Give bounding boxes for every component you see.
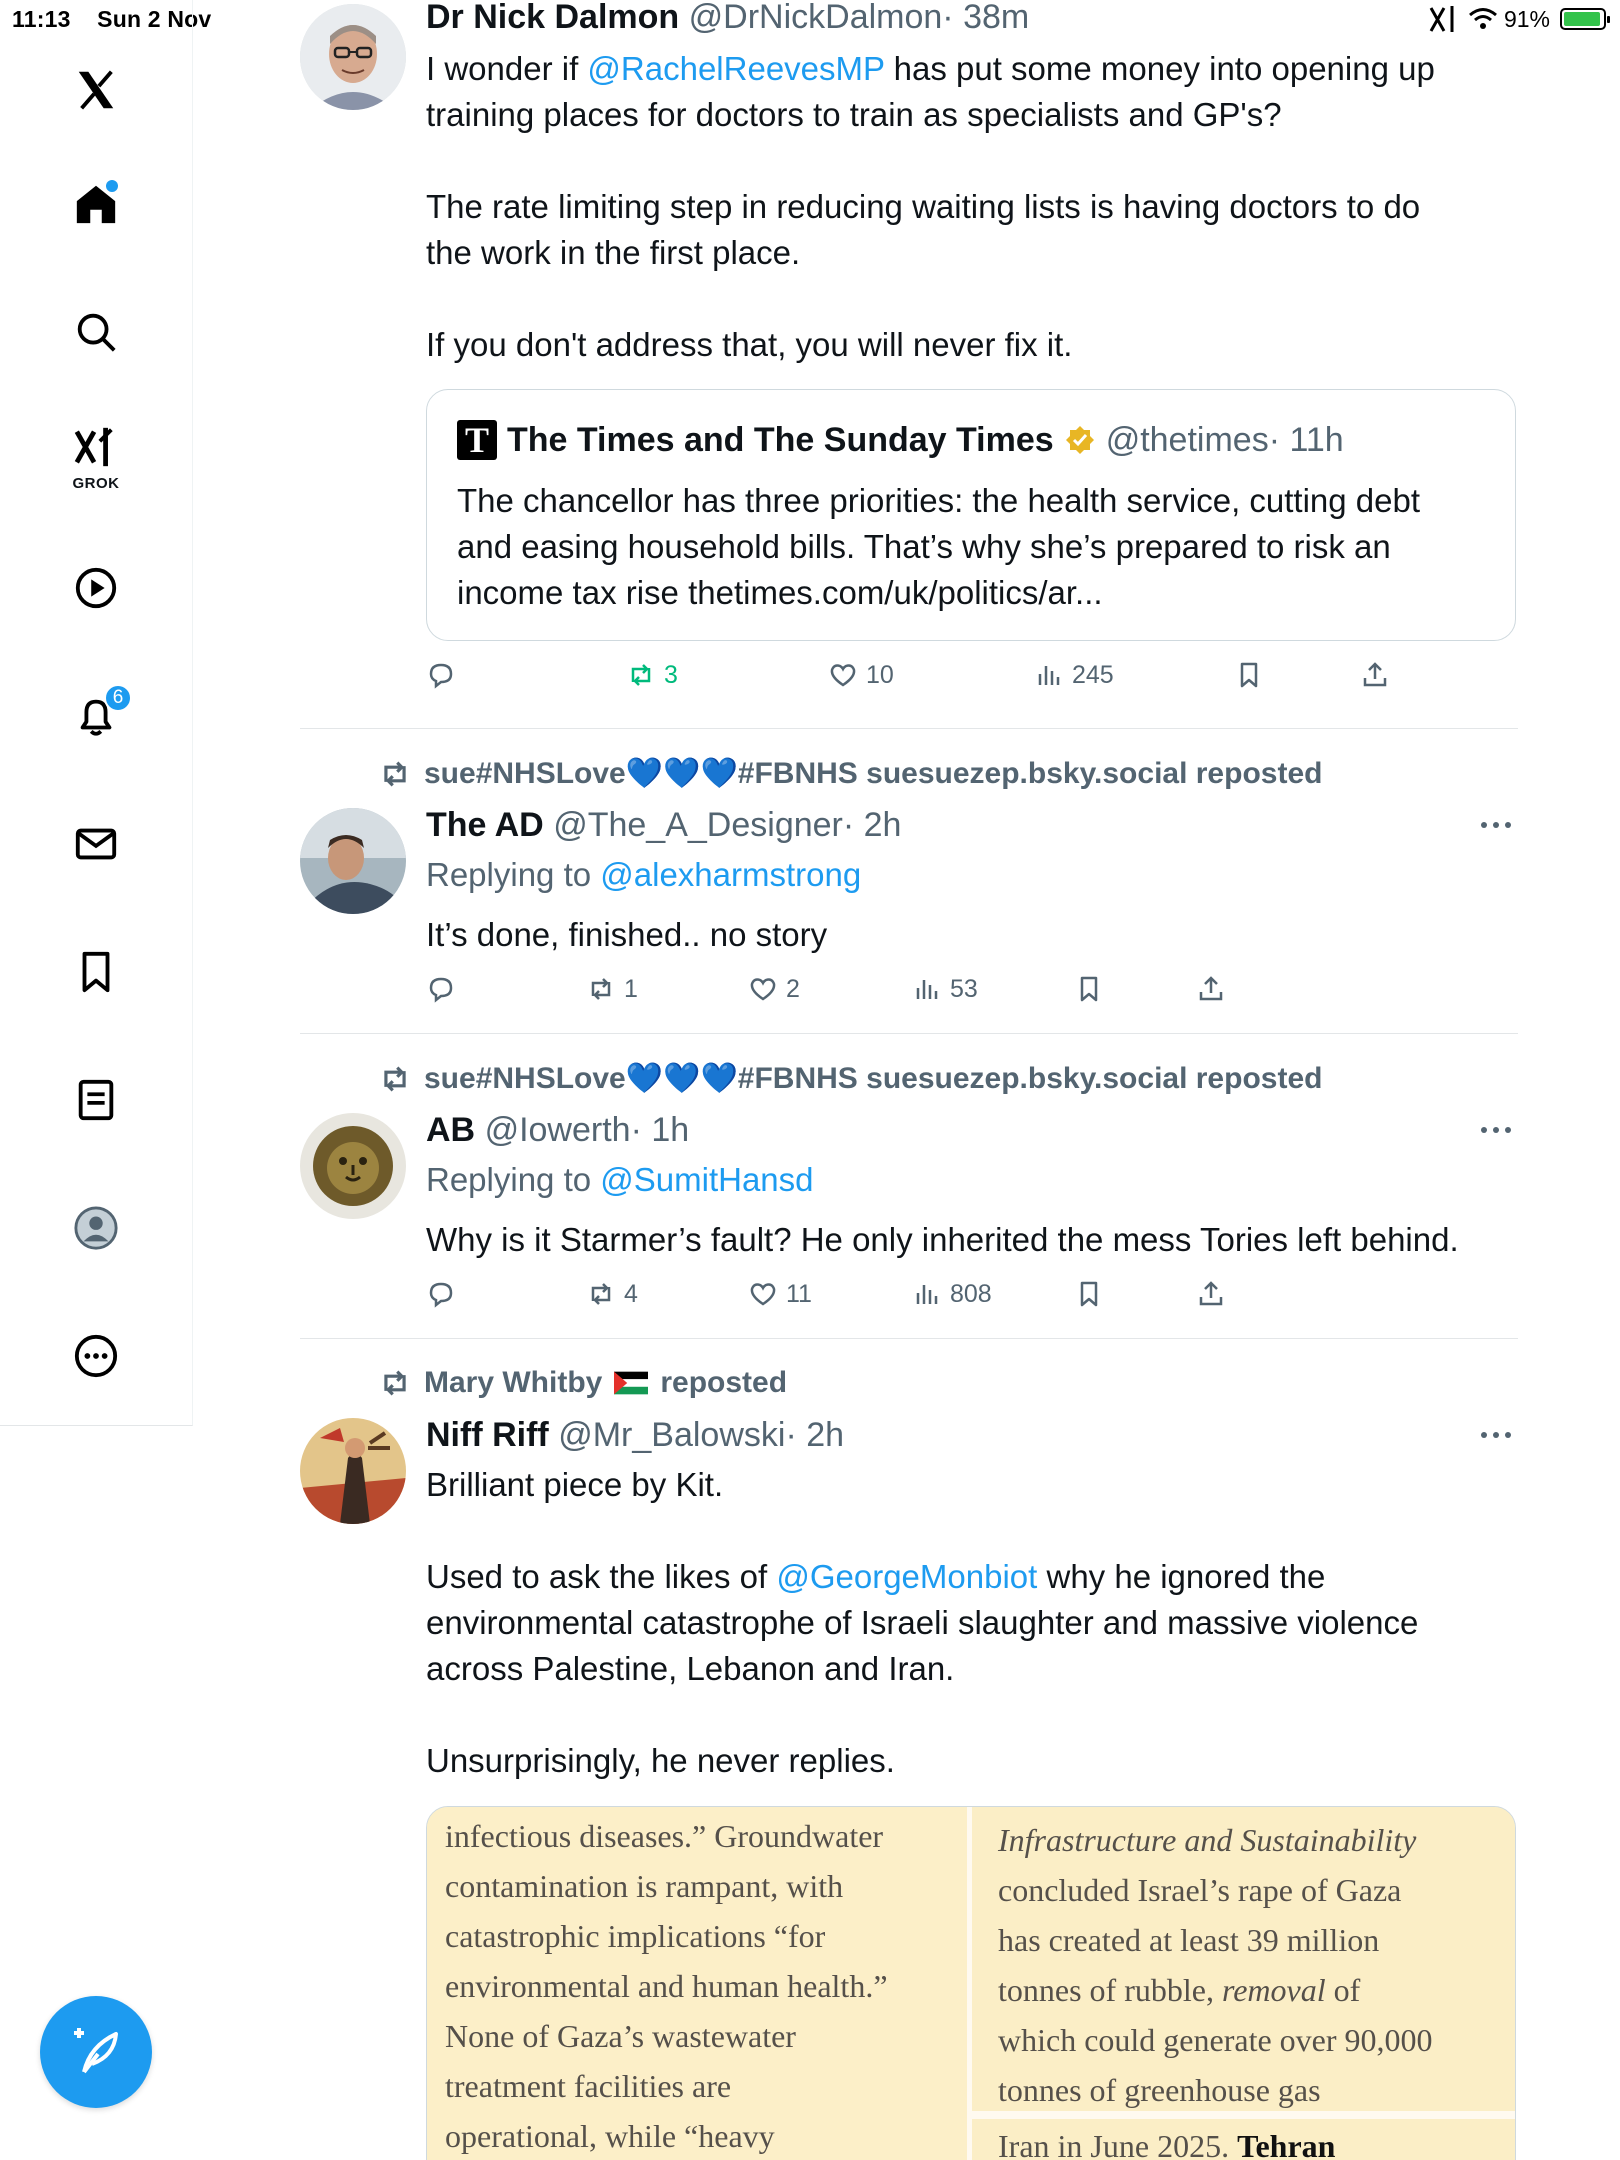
repost-icon — [378, 1062, 412, 1096]
reposted-by-name: Mary Whitby — [424, 1366, 603, 1399]
like-button[interactable] — [828, 660, 894, 690]
share-icon — [1360, 660, 1390, 690]
sidebar-item-home[interactable] — [62, 170, 130, 238]
reply-button[interactable] — [426, 974, 464, 1004]
reposted-by-text: sue#NHSLove💙💙💙#FBNHS suesuezep.bsky.social reposted — [424, 1062, 1323, 1095]
post-text-blank-line — [426, 1508, 1516, 1554]
quoted-text-line: income tax rise thetimes.com/uk/politics/ar... — [457, 574, 1103, 611]
excerpt-segment: tonnes of rubble, — [998, 1972, 1222, 2008]
excerpt-line: which could generate over 90,000 — [998, 2022, 1433, 2058]
share-button[interactable] — [1196, 974, 1226, 1004]
view-count: 808 — [950, 1279, 992, 1308]
more-circle-icon — [73, 1333, 119, 1379]
timestamp[interactable]: · 38m — [942, 0, 1030, 36]
repost-count: 3 — [664, 660, 678, 689]
post-header — [426, 806, 901, 845]
status-date: Sun 2 Nov — [97, 6, 212, 32]
display-name[interactable]: The AD — [426, 806, 544, 844]
the-times-logo: T — [457, 420, 497, 460]
bookmark-button[interactable] — [1234, 660, 1264, 690]
post-header — [426, 1111, 689, 1150]
article-excerpt-left — [427, 1807, 967, 2160]
excerpt-line: tonnes of greenhouse gas — [998, 2072, 1321, 2108]
status-bar-right — [1428, 4, 1606, 34]
quoted-post-text — [457, 478, 1497, 616]
reply-icon — [426, 1279, 456, 1309]
grok-icon — [73, 424, 119, 470]
repost-count: 1 — [624, 974, 638, 1003]
reply-icon — [426, 660, 456, 690]
sidebar-item-messages[interactable] — [62, 810, 130, 878]
avatar[interactable] — [300, 1113, 406, 1219]
quoted-timestamp: · 11h — [1268, 420, 1344, 459]
article-excerpt-right — [972, 1807, 1516, 2160]
display-name[interactable]: AB — [426, 1111, 476, 1149]
post-text-blank-line — [426, 1692, 1516, 1738]
mention-link[interactable]: @RachelReevesMP — [587, 50, 885, 87]
reposted-by-text: sue#NHSLove💙💙💙#FBNHS suesuezep.bsky.social reposted — [424, 757, 1323, 790]
bookmark-icon — [1234, 660, 1264, 690]
sidebar-item-video[interactable] — [62, 554, 130, 622]
post-text-blank-line — [426, 276, 1516, 322]
excerpt-italic: Infrastructure and Sustainability — [998, 1822, 1417, 1858]
display-name[interactable]: Niff Riff — [426, 1416, 549, 1454]
view-count: 245 — [1072, 660, 1114, 689]
timestamp[interactable]: · 1h — [630, 1111, 690, 1149]
excerpt-bold: Tehran — [1237, 2128, 1336, 2160]
x-logo[interactable] — [62, 56, 130, 124]
replying-to-label: Replying to — [426, 856, 601, 893]
post-text: It’s done, finished.. no story — [426, 916, 828, 953]
sidebar-item-profile[interactable] — [62, 1194, 130, 1262]
post-text-segment: has put some money into opening up — [884, 50, 1435, 87]
repost-icon — [378, 757, 412, 791]
handle[interactable]: @DrNickDalmon — [688, 0, 943, 36]
repost-icon — [378, 1366, 412, 1400]
repost-indicator[interactable] — [378, 1366, 787, 1400]
repost-button[interactable] — [586, 1279, 638, 1309]
post-text-line: The rate limiting step in reducing waiting lists is having doctors to do — [426, 188, 1421, 225]
search-icon — [73, 309, 119, 355]
mention-link[interactable]: @alexharmstrong — [600, 856, 862, 893]
post-divider — [300, 1338, 1518, 1339]
battery-percent: 91% — [1503, 5, 1550, 32]
post-header — [426, 0, 1029, 37]
sidebar-item-bookmarks[interactable] — [62, 938, 130, 1006]
excerpt-segment: of — [1325, 1972, 1361, 2008]
x-logo-icon — [73, 67, 119, 113]
post-text — [426, 46, 1516, 368]
reply-button[interactable] — [426, 660, 464, 690]
replying-to — [426, 856, 861, 894]
sidebar — [0, 0, 193, 1426]
bookmark-icon — [1074, 974, 1104, 1004]
compose-feather-icon — [70, 2026, 122, 2078]
post-header — [426, 1416, 844, 1455]
sidebar-item-more[interactable] — [62, 1322, 130, 1390]
heart-icon — [748, 974, 778, 1004]
more-options-icon[interactable] — [1480, 820, 1512, 830]
heart-icon — [748, 1279, 778, 1309]
reposted-label: reposted — [660, 1366, 788, 1399]
post-text-line: Unsurprisingly, he never replies. — [426, 1742, 895, 1779]
handle[interactable]: @Iowerth — [484, 1111, 631, 1149]
post-text-line: training places for doctors to train as specialists and GP's? — [426, 96, 1282, 133]
post-media-image[interactable] — [426, 1806, 1516, 2160]
post-text-segment: why he ignored the — [1037, 1558, 1326, 1595]
handle[interactable]: @The_A_Designer — [553, 806, 843, 844]
post-text — [426, 1462, 1516, 1784]
quoted-post[interactable] — [426, 389, 1516, 641]
repost-count: 4 — [624, 1279, 638, 1308]
sidebar-item-explore[interactable] — [62, 298, 130, 366]
post-text-segment: Used to ask the likes of — [426, 1558, 777, 1595]
verified-badge-icon — [1064, 424, 1096, 456]
avatar-photo-man-glasses — [300, 4, 406, 110]
avatar[interactable] — [300, 808, 406, 914]
compose-post-button[interactable] — [40, 1996, 152, 2108]
like-button[interactable] — [748, 1279, 812, 1309]
bookmark-button[interactable] — [1074, 974, 1104, 1004]
post-divider — [300, 1033, 1518, 1034]
quoted-text-line: The chancellor has three priorities: the health service, cutting debt — [457, 482, 1421, 519]
excerpt-line: environmental and human health.” — [445, 1968, 888, 2004]
post-actions — [426, 660, 1426, 700]
more-options-icon[interactable] — [1480, 1125, 1512, 1135]
bookmark-icon — [1074, 1279, 1104, 1309]
post-text: Why is it Starmer’s fault? He only inherited the mess Tories left behind. — [426, 1221, 1459, 1258]
views-chart-icon — [1034, 660, 1064, 690]
like-count: 10 — [866, 660, 894, 689]
views-button[interactable] — [1034, 660, 1114, 690]
reply-icon — [426, 974, 456, 1004]
reply-button[interactable] — [426, 1279, 464, 1309]
timestamp[interactable]: · 2h — [842, 806, 902, 844]
more-options-icon[interactable] — [1480, 1430, 1512, 1440]
palestine-flag-icon — [614, 1366, 648, 1400]
repost-icon — [586, 974, 616, 1004]
quoted-post-header — [457, 420, 1344, 460]
handle[interactable]: @Mr_Balowski — [558, 1416, 786, 1454]
mention-link[interactable]: @GeorgeMonbiot — [776, 1558, 1038, 1595]
post-text-blank-line — [426, 138, 1516, 184]
excerpt-line: treatment facilities are — [445, 2068, 732, 2104]
avatar[interactable] — [300, 4, 406, 110]
excerpt-segment: Iran in June 2025. — [998, 2128, 1238, 2160]
bookmark-button[interactable] — [1074, 1279, 1104, 1309]
avatar-lion-knocker — [300, 1113, 406, 1219]
post-text-line: environmental catastrophe of Israeli slaughter and massive violence — [426, 1604, 1419, 1641]
status-time: 11:13 — [12, 6, 71, 32]
share-button[interactable] — [1196, 1279, 1226, 1309]
excerpt-line: operational, while “heavy — [445, 2118, 775, 2154]
wifi-icon — [1468, 7, 1498, 31]
repost-button[interactable] — [586, 974, 638, 1004]
views-chart-icon — [912, 1279, 942, 1309]
excerpt-line: infectious diseases.” Groundwater — [445, 1818, 884, 1854]
share-button[interactable] — [1360, 660, 1390, 690]
views-chart-icon — [912, 974, 942, 1004]
like-count: 2 — [786, 974, 800, 1003]
views-button[interactable] — [912, 1279, 992, 1309]
sidebar-item-grok[interactable] — [62, 420, 130, 492]
xai-icon — [1428, 4, 1462, 34]
avatar[interactable] — [300, 1418, 406, 1524]
excerpt-line: concluded Israel’s rape of Gaza — [998, 1872, 1402, 1908]
post-text-line: the work in the first place. — [426, 234, 801, 271]
repost-indicator[interactable] — [378, 1061, 1322, 1096]
avatar-propaganda-poster — [300, 1418, 406, 1524]
excerpt-line: has created at least 39 million — [998, 1922, 1380, 1958]
quoted-display-name: The Times and The Sunday Times — [507, 420, 1054, 459]
post-actions — [426, 974, 1426, 1014]
excerpt-line: None of Gaza’s wastewater — [445, 2018, 796, 2054]
repost-icon — [586, 1279, 616, 1309]
share-icon — [1196, 1279, 1226, 1309]
repost-icon — [626, 660, 656, 690]
repost-button[interactable] — [626, 660, 678, 690]
list-icon — [73, 1077, 119, 1123]
battery-icon — [1560, 8, 1606, 30]
replying-to-label: Replying to — [426, 1161, 601, 1198]
quoted-text-line: and easing household bills. That’s why she’s prepared to risk an — [457, 528, 1391, 565]
profile-avatar-icon — [73, 1205, 119, 1251]
mail-icon — [73, 821, 119, 867]
heart-icon — [828, 660, 858, 690]
play-icon — [73, 565, 119, 611]
share-icon — [1196, 974, 1226, 1004]
post-divider — [300, 728, 1518, 729]
home-notification-dot — [106, 180, 118, 192]
view-count: 53 — [950, 974, 978, 1003]
post-text-line: across Palestine, Lebanon and Iran. — [426, 1650, 955, 1687]
excerpt-separator — [972, 2111, 1516, 2119]
like-button[interactable] — [748, 974, 800, 1004]
quoted-handle: @thetimes — [1105, 420, 1269, 459]
like-count: 11 — [786, 1279, 812, 1308]
post-text-line: If you don't address that, you will never fix it. — [426, 326, 1073, 363]
sidebar-item-lists[interactable] — [62, 1066, 130, 1134]
excerpt-line: catastrophic implications “for — [445, 1918, 826, 1954]
repost-indicator[interactable] — [378, 756, 1322, 791]
display-name[interactable]: Dr Nick Dalmon — [426, 0, 680, 36]
bookmark-icon — [73, 949, 119, 995]
avatar-photo-man — [300, 808, 406, 914]
views-button[interactable] — [912, 974, 978, 1004]
timestamp[interactable]: · 2h — [785, 1416, 845, 1454]
post-actions — [426, 1279, 1426, 1319]
post-text-line: Brilliant piece by Kit. — [426, 1466, 724, 1503]
excerpt-line: contamination is rampant, with — [445, 1868, 844, 1904]
notifications-badge: 6 — [104, 684, 132, 712]
replying-to — [426, 1161, 814, 1199]
excerpt-italic: removal — [1221, 1972, 1326, 2008]
sidebar-item-notifications[interactable] — [62, 682, 130, 750]
post-text-segment: I wonder if — [426, 50, 588, 87]
mention-link[interactable]: @SumitHansd — [600, 1161, 814, 1198]
grok-label: GROK — [72, 475, 120, 492]
